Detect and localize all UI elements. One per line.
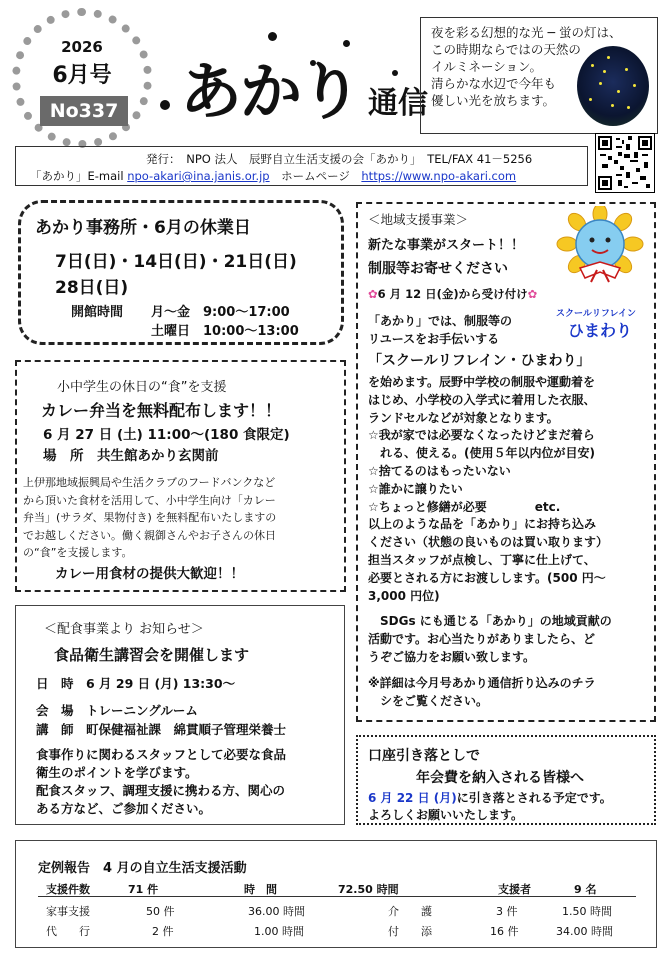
publisher-box <box>15 146 588 186</box>
divider <box>38 896 636 897</box>
report-title: 定例報告 4 月の自立生活支援活動 <box>38 861 247 876</box>
flower-icon: ✿ <box>368 287 378 301</box>
fee-date-line <box>368 789 612 806</box>
report-cell: 支援者 <box>498 883 531 896</box>
body-line: れる、使える。(使用５年以内位が目安) <box>368 446 595 461</box>
meal-lecturer: 講 師 町保健福祉課 綿貫順子管理栄養士 <box>36 722 287 737</box>
monthly-report-box <box>15 840 657 948</box>
firefly-photo <box>577 46 649 126</box>
flower-icon: ✿ <box>527 287 538 301</box>
qr-code[interactable] <box>595 133 655 193</box>
report-cell: 71 件 <box>128 883 159 896</box>
community-accept-date <box>368 286 537 302</box>
hours-label: 開館時間 <box>71 305 124 320</box>
body-line: 担当スタッフが点検し、丁寧に仕上げて、 <box>368 552 596 567</box>
body-line: ※詳細は今月号あかり通信折り込みのチラ <box>368 676 596 690</box>
report-cell: 付 添 <box>388 925 432 938</box>
firefly-line: 優しい光を放ちます。 <box>431 93 556 108</box>
report-cell: 34.00 時間 <box>556 925 613 938</box>
contact-line <box>30 168 516 184</box>
body-line: 以上のような品を「あかり」にお持ち込み <box>368 517 597 532</box>
meal-headline: 食品衛生講習会を開催します <box>54 646 250 664</box>
title-main: あかり <box>180 55 361 128</box>
curry-headline: カレー弁当を無料配布します！！ <box>41 401 282 420</box>
community-intro: リユースをお手伝いする <box>368 332 500 346</box>
body-line: ☆誰かに譲りたい <box>368 481 463 496</box>
firefly-line: 清らかな水辺で今年も <box>431 76 557 91</box>
body-line: ☆ちょっと修繕が必要 etc. <box>368 499 561 514</box>
body-line: はじめ、小学校の入学式に着用した衣服、 <box>368 392 596 407</box>
curry-box <box>15 360 346 592</box>
community-start: 新たな事業がスタート！！ <box>368 238 525 253</box>
fee-line: 年会費を納入される皆様へ <box>416 770 584 786</box>
body-line: 弁当」(サラダ、果物付き) を無料配布いたしますの <box>23 511 277 524</box>
decor-dot <box>268 32 277 41</box>
community-note <box>368 674 596 710</box>
report-cell: 介 護 <box>388 905 432 918</box>
fee-date: 6 月 22 日 (月) <box>368 791 457 805</box>
fee-line: 口座引き落としで <box>368 748 480 764</box>
report-cell: 16 件 <box>490 925 519 938</box>
report-cell: 1.50 時間 <box>562 905 612 918</box>
meal-service-box <box>15 605 345 825</box>
fee-line: よろしくお願いいたします。 <box>368 808 524 822</box>
issue-year: 2026 <box>61 38 103 56</box>
body-line: ランドセルなどが対象となります。 <box>368 410 559 425</box>
sunflower-icon <box>555 206 645 286</box>
saturday-hours: 土曜日 10:00～13:00 <box>151 324 299 339</box>
issue-number: No337 <box>40 96 128 126</box>
holiday-dates: 7日(日)・14日(日)・21日(日) <box>55 252 297 272</box>
meal-body <box>36 746 286 818</box>
curry-place: 場 所 共生館あかり玄関前 <box>43 448 219 464</box>
body-line: 上伊那地域振興局や生活クラブのフードバンクなど <box>23 476 276 489</box>
annual-fee-box <box>356 735 656 825</box>
body-line: 衛生のポイントを学びます。 <box>36 765 198 780</box>
body-line: ある方など、ご参加ください。 <box>36 801 212 816</box>
meal-date: 日 時 6 月 29 日 (月) 13:30～ <box>36 676 236 691</box>
body-line: でお越しください。働く親御さんやお子さんの休日 <box>23 528 276 542</box>
report-cell: 72.50 時間 <box>338 883 399 896</box>
report-cell: 支援件数 <box>46 883 90 896</box>
holiday-dates: 28日(日) <box>55 278 129 298</box>
report-cell: 3 件 <box>496 905 518 918</box>
report-cell: 代 行 <box>46 925 90 938</box>
curry-donation: カレー用食材の提供大歓迎！！ <box>55 566 244 582</box>
program-name: 「スクールリフレイン・ひまわり」 <box>368 353 591 369</box>
weekday-hours: 月～金 9:00～17:00 <box>151 305 290 320</box>
mascot-name: ひまわり <box>568 321 633 340</box>
body-line: ☆捨てるのはもったいない <box>368 463 511 478</box>
homepage-label: ホームページ <box>269 169 362 183</box>
community-sdgs <box>368 612 612 666</box>
body-line: 配食スタッフ、調理支援に携わる方、関心の <box>36 783 286 798</box>
email-link[interactable]: npo-akari@ina.janis.or.jp <box>127 169 270 183</box>
body-line: を始めます。辰野中学校の制服や運動着を <box>368 375 596 389</box>
accept-date-text: 6 月 12 日(金)から受け付け <box>377 287 528 301</box>
homepage-link[interactable]: https://www.npo-akari.com <box>361 169 517 183</box>
title-sub: 通信 <box>368 86 429 121</box>
community-request: 制服等お寄せください <box>368 261 508 277</box>
body-line: の“食”を支援します。 <box>23 546 133 559</box>
firefly-line: イルミネーション。 <box>431 59 543 74</box>
body-line: 3,000 円位) <box>368 588 440 603</box>
body-line: 活動です。お心当たりがありましたら、ど <box>368 632 596 646</box>
report-cell: 36.00 時間 <box>248 905 305 918</box>
curry-body <box>23 474 276 562</box>
holiday-box <box>18 200 344 345</box>
meal-venue: 会 場 トレーニングルーム <box>36 703 198 718</box>
issue-badge <box>12 8 152 148</box>
fee-date-text: に引き落とされる予定です。 <box>456 791 612 805</box>
community-intro: 「あかり」では、制服等の <box>368 314 513 328</box>
firefly-line: この時期ならではの天然の <box>431 42 581 57</box>
firefly-column <box>420 17 658 134</box>
decor-dot <box>160 100 170 110</box>
body-line: 必要とされる方にお渡しします。(500 円～ <box>368 570 606 585</box>
community-head: ＜地域支援事業＞ <box>368 212 469 227</box>
firefly-line: 夜を彩る幻想的な光 ─ 蛍の灯は、 <box>431 25 622 40</box>
body-line: シをご覧ください。 <box>368 694 489 708</box>
body-line: うぞご協力をお願い致します。 <box>368 650 536 664</box>
community-body <box>368 374 608 605</box>
sunflower-mascot <box>555 206 645 306</box>
email-label: 「あかり」E-mail <box>30 169 128 183</box>
meal-head: ＜配食事業より お知らせ＞ <box>44 622 204 637</box>
mascot-label: スクールリフレイン <box>556 309 637 319</box>
report-cell: 1.00 時間 <box>254 925 304 938</box>
report-cell: 家事支援 <box>46 905 90 918</box>
report-cell: 時 間 <box>244 883 277 896</box>
body-line: から頂いた食材を活用して、小中学生向け「カレー <box>23 493 276 507</box>
report-cell: 9 名 <box>574 883 597 896</box>
curry-date: 6 月 27 日 (土) 11:00～(180 食限定) <box>43 427 290 443</box>
report-header <box>46 881 90 897</box>
body-line: ください（状態の良いものは買い取ります） <box>368 535 609 550</box>
newsletter-title <box>180 42 428 131</box>
issue-month: 6月号 <box>52 63 112 88</box>
holiday-title: あかり事務所・6月の休業日 <box>35 218 251 238</box>
body-line: SDGs にも通じる「あかり」の地域貢献の <box>368 614 612 628</box>
publisher-line: 発行： NPO 法人 辰野自立生活支援の会「あかり」 TEL/FAX 41－5256 <box>146 152 533 166</box>
report-cell: 2 件 <box>152 925 174 938</box>
body-line: 食事作りに関わるスタッフとして必要な食品 <box>36 747 287 762</box>
curry-lead: 小中学生の休日の“食”を支援 <box>57 380 227 395</box>
body-line: ☆我が家では必要なくなったけどまだ着ら <box>368 428 595 443</box>
report-cell: 50 件 <box>146 905 175 918</box>
